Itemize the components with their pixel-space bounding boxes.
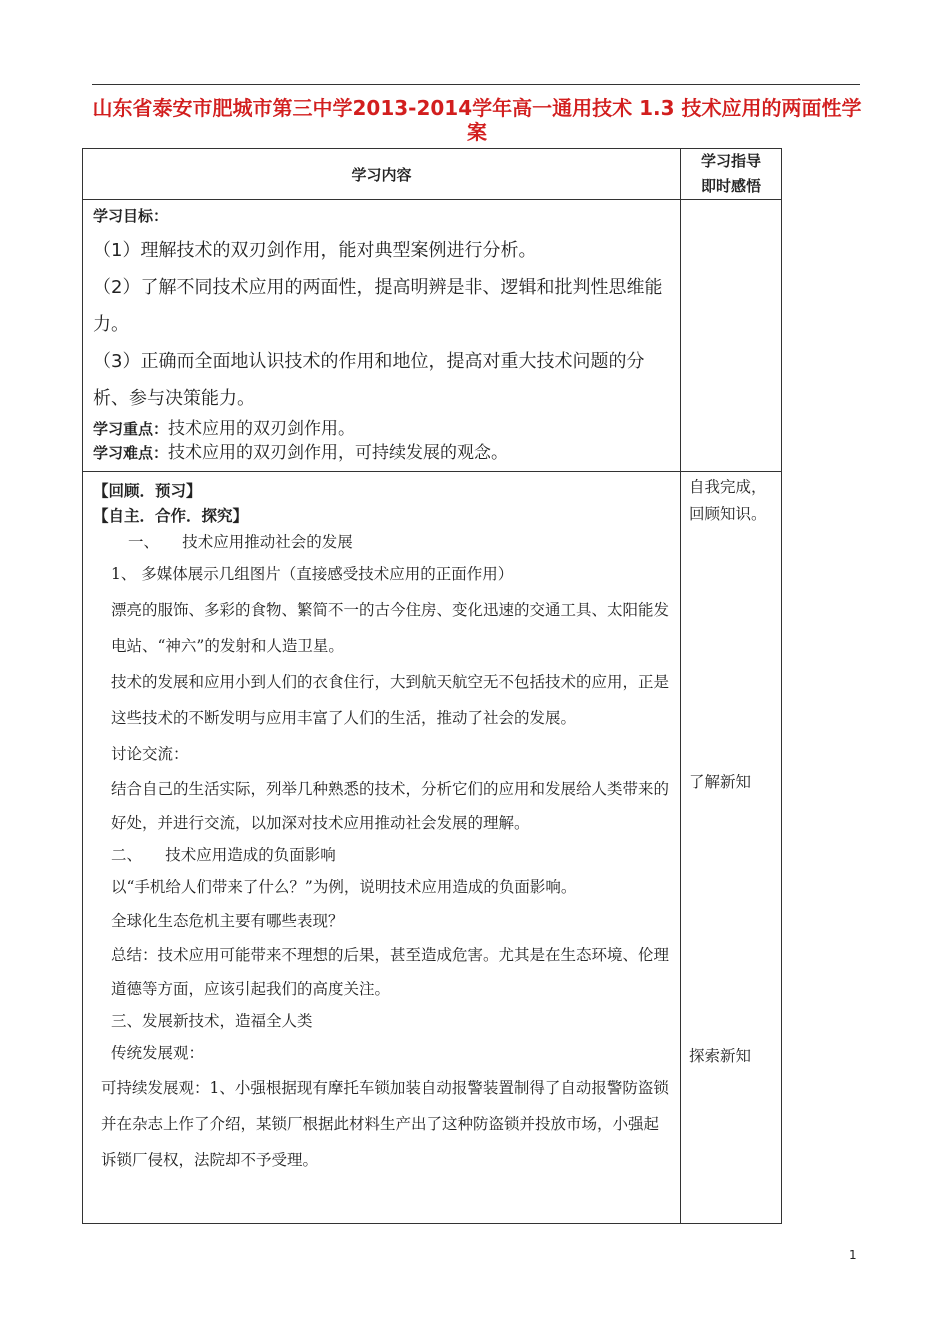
paragraph-5: 结合自己的生活实际，列举几种熟悉的技术，分析它们的应用和发展给人类带来的好处，并进行交流，以加深对技术应用推动社会发展的理解。 xyxy=(111,780,670,832)
objectives-row xyxy=(83,200,782,472)
header-rule xyxy=(92,84,860,85)
study-table xyxy=(82,148,782,1224)
paragraph-10: 可持续发展观：1、小强根据现有摩托车锁加装自动报警装置制得了自动报警防盗锁并在杂志上作了介绍，某锁厂根据此材料生产出了这种防盗锁并投放市场，小强起诉锁厂侵权，法院却不予受理。 xyxy=(101,1079,669,1169)
key-point-text: 技术应用的双刃剑作用。 xyxy=(168,419,356,439)
paragraph-6: 以“手机给人们带来了什么？”为例，说明技术应用造成的负面影响。 xyxy=(111,878,577,896)
guidance-cell xyxy=(681,472,782,1224)
objective-1: （1）理解技术的双刃剑作用，能对典型案例进行分析。 xyxy=(93,240,537,261)
page-number: 1 xyxy=(849,1248,857,1262)
section-1-heading: 一、 技术应用推动社会的发展 xyxy=(128,533,353,551)
paragraph-9: 传统发展观： xyxy=(111,1044,205,1062)
paragraph-7: 全球化生态危机主要有哪些表现？ xyxy=(111,912,344,930)
header-guidance xyxy=(681,149,782,200)
key-point-label: 学习重点： xyxy=(93,420,169,438)
section-2-heading: 二、 技术应用造成的负面影响 xyxy=(111,846,336,864)
explore-heading: 【自主．合作．探究】 xyxy=(93,506,249,525)
guidance-note-2: 了解新知 xyxy=(689,773,752,791)
paragraph-4: 讨论交流： xyxy=(111,745,189,763)
header-study-content: 学习内容 xyxy=(83,149,681,200)
content-cell xyxy=(83,472,681,1224)
paragraph-8: 总结：技术应用可能带来不理想的后果，甚至造成危害。尤其是在生态环境、伦理道德等方面，应该引起我们的高度关注。 xyxy=(111,946,670,998)
header-guidance-line1: 学习指导 xyxy=(700,152,761,170)
objective-2: （2）了解不同技术应用的两面性，提高明辨是非、逻辑和批判性思维能力。 xyxy=(93,277,663,335)
objectives-label: 学习目标： xyxy=(93,207,169,225)
table-header-row xyxy=(83,149,782,200)
paragraph-2: 漂亮的服饰、多彩的食物、繁简不一的古今住房、变化迅速的交通工具、太阳能发电站、“神六”的发射和人造卫星。 xyxy=(111,601,670,655)
objectives-side-cell xyxy=(681,200,782,472)
objective-3: （3）正确而全面地认识技术的作用和地位，提高对重大技术问题的分析、参与决策能力。 xyxy=(93,351,645,409)
paragraph-1: 1、 多媒体展示几组图片（直接感受技术应用的正面作用） xyxy=(111,565,514,583)
difficulty-text: 技术应用的双刃剑作用，可持续发展的观念。 xyxy=(168,443,509,463)
difficulty-label: 学习难点： xyxy=(93,444,169,462)
section-3-heading: 三、发展新技术，造福全人类 xyxy=(111,1012,313,1030)
review-heading: 【回顾．预习】 xyxy=(93,481,202,500)
header-guidance-line2: 即时感悟 xyxy=(700,177,761,195)
guidance-note-3: 探索新知 xyxy=(689,1047,752,1065)
paragraph-3: 技术的发展和应用小到人们的衣食住行，大到航天航空无不包括技术的应用，正是这些技术的不断发明与应用丰富了人们的生活，推动了社会的发展。 xyxy=(111,673,670,727)
document-title: 山东省泰安市肥城市第三中学2013-2014学年高一通用技术 1.3 技术应用的两面性学案 xyxy=(92,96,862,144)
key-point xyxy=(93,417,674,441)
guidance-note-1: 自我完成，回顾知识。 xyxy=(689,478,767,523)
difficulty-point xyxy=(93,441,674,465)
content-row xyxy=(83,472,782,1224)
objectives-cell xyxy=(83,200,681,472)
